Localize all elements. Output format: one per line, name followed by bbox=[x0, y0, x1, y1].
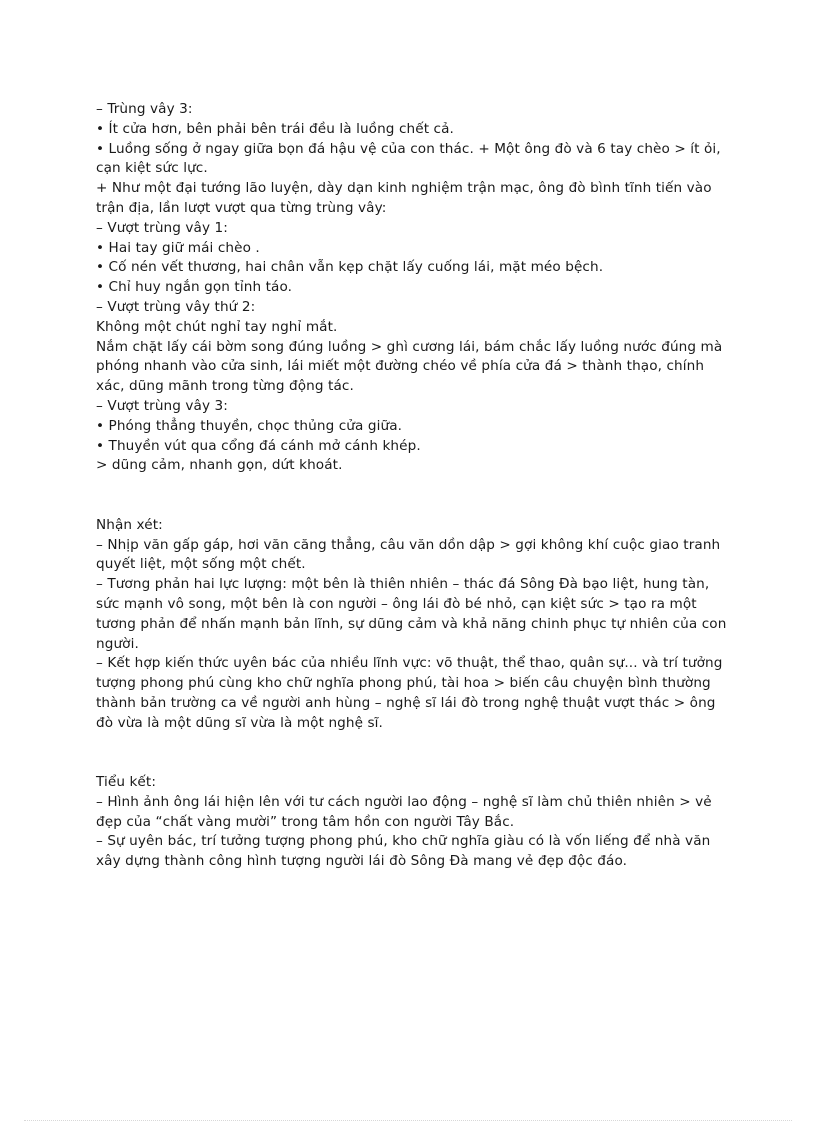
text-line: người. bbox=[96, 635, 139, 652]
text-line: thành bản trường ca về người anh hùng – nghệ sĩ lái đò trong nghệ thuật vượt thác > ông bbox=[96, 694, 716, 711]
page-bottom-rule bbox=[24, 1120, 792, 1121]
text-line: > dũng cảm, nhanh gọn, dứt khoát. bbox=[96, 457, 343, 474]
text-line: tương phản để nhấn mạnh bản lĩnh, sự dũng cảm và khả năng chinh phục tự nhiên của con bbox=[96, 615, 727, 632]
text-line: • Luồng sống ở ngay giữa bọn đá hậu vệ của con thác. + Một ông đò và 6 tay chèo > ít ỏi, bbox=[96, 140, 721, 157]
text-line: phóng nhanh vào cửa sinh, lái miết một đường chéo về phía cửa đá > thành thạo, chính bbox=[96, 358, 705, 375]
section-tieu-ket bbox=[96, 773, 736, 872]
paragraph-gap bbox=[96, 734, 736, 774]
text-line: • Chỉ huy ngắn gọn tỉnh táo. bbox=[96, 279, 293, 296]
text-line: – Sự uyên bác, trí tưởng tượng phong phú, kho chữ nghĩa giàu có là vốn liếng để nhà văn bbox=[96, 833, 711, 850]
text-line: – Vượt trùng vây 3: bbox=[96, 397, 228, 414]
text-line: + Như một đại tướng lão luyện, dày dạn kinh nghiệm trận mạc, ông đò bình tĩnh tiến vào bbox=[96, 180, 712, 197]
text-line: • Thuyền vút qua cổng đá cánh mở cánh khép. bbox=[96, 437, 421, 454]
text-line: • Cố nén vết thương, hai chân vẫn kẹp chặt lấy cuống lái, mặt méo bệch. bbox=[96, 259, 604, 276]
text-line: – Trùng vây 3: bbox=[96, 101, 193, 117]
text-line: đò vừa là một dũng sĩ vừa là một nghệ sĩ. bbox=[96, 714, 383, 731]
text-line: • Hai tay giữ mái chèo . bbox=[96, 239, 260, 256]
text-line: • Ít cửa hơn, bên phải bên trái đều là luồng chết cả. bbox=[96, 120, 454, 137]
text-line: đẹp của “chất vàng mười” trong tâm hồn con người Tây Bắc. bbox=[96, 813, 515, 830]
section-heading: Nhận xét: bbox=[96, 516, 163, 533]
text-line: – Tương phản hai lực lượng: một bên là thiên nhiên – thác đá Sông Đà bạo liệt, hung tàn, bbox=[96, 576, 710, 593]
text-line: tượng phong phú cùng kho chữ nghĩa phong phú, tài hoa > biến câu chuyện bình thường bbox=[96, 675, 711, 692]
text-line: – Vượt trùng vây thứ 2: bbox=[96, 298, 256, 315]
text-line: xây dựng thành công hình tượng người lái đò Sông Đà mang vẻ đẹp độc đáo. bbox=[96, 853, 628, 870]
text-line: xác, dũng mãnh trong từng động tác. bbox=[96, 378, 354, 395]
text-line: Không một chút nghỉ tay nghỉ mắt. bbox=[96, 318, 338, 335]
text-line: – Hình ảnh ông lái hiện lên với tư cách người lao động – nghệ sĩ làm chủ thiên nhiên > vẻ bbox=[96, 793, 712, 810]
text-line: – Nhịp văn gấp gáp, hơi văn căng thẳng, câu văn dồn dập > gợi không khí cuộc giao tranh bbox=[96, 536, 721, 553]
text-line: • Phóng thẳng thuyền, chọc thủng cửa giữa. bbox=[96, 417, 403, 434]
section-nhan-xet bbox=[96, 516, 736, 734]
text-line: quyết liệt, một sống một chết. bbox=[96, 556, 306, 573]
text-line: – Kết hợp kiến thức uyên bác của nhiều lĩnh vực: võ thuật, thể thao, quân sự... và trí tưởng bbox=[96, 655, 723, 672]
paragraph-gap bbox=[96, 476, 736, 516]
section-heading: Tiểu kết: bbox=[96, 774, 157, 791]
text-line: trận địa, lần lượt vượt qua từng trùng vây: bbox=[96, 199, 387, 216]
document-page bbox=[96, 100, 736, 872]
text-line: Nắm chặt lấy cái bờm song đúng luồng > ghì cương lái, bám chắc lấy luồng nước đúng mà bbox=[96, 338, 723, 355]
text-line: – Vượt trùng vây 1: bbox=[96, 219, 228, 236]
text-line: cạn kiệt sức lực. bbox=[96, 160, 208, 177]
section-trung-vay bbox=[96, 100, 736, 476]
text-line: sức mạnh vô song, một bên là con người – ông lái đò bé nhỏ, cạn kiệt sức > tạo ra một bbox=[96, 595, 697, 612]
